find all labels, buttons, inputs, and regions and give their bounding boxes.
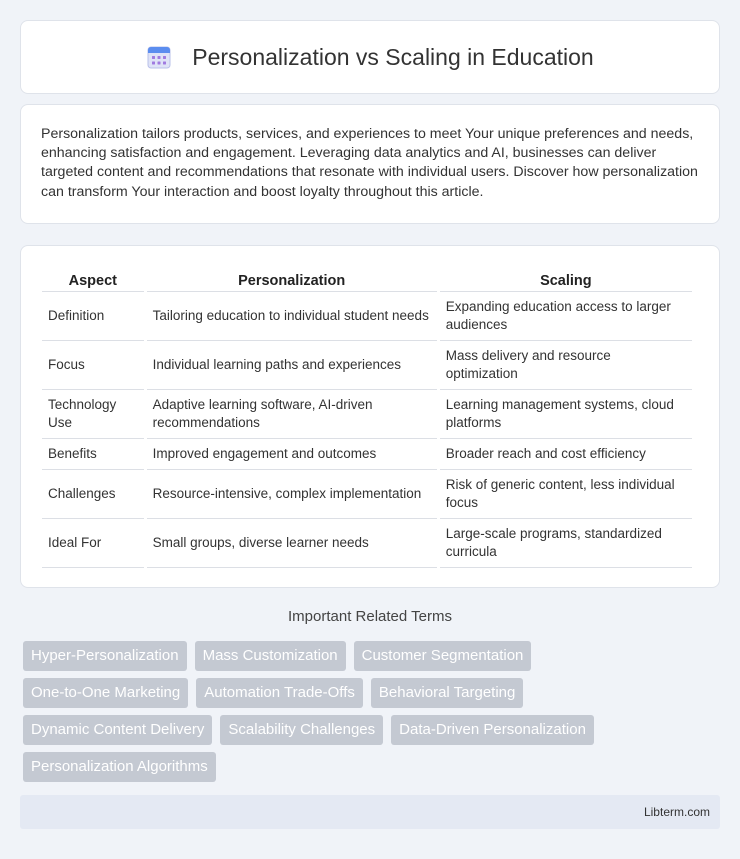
- table-cell: Risk of generic content, less individual focus: [440, 470, 692, 519]
- table-cell: Mass delivery and resource optimization: [440, 341, 692, 390]
- table-cell: Challenges: [42, 470, 144, 519]
- table-cell: Definition: [42, 292, 144, 341]
- footer: [20, 795, 720, 829]
- header-personalization: Personalization: [147, 266, 437, 292]
- table-cell: Improved engagement and outcomes: [147, 439, 437, 470]
- table-cell: Learning management systems, cloud platforms: [440, 390, 692, 439]
- table-row: [42, 470, 692, 519]
- tag-scalability-challenges[interactable]: Scalability Challenges: [220, 715, 383, 745]
- tag-row: [23, 752, 723, 782]
- footer-site-link[interactable]: Libterm.com: [643, 805, 710, 819]
- tag-personalization-algorithms[interactable]: Personalization Algorithms: [23, 752, 216, 782]
- table-cell: Ideal For: [42, 519, 144, 568]
- tag-row: [23, 715, 723, 745]
- table-row: [42, 292, 692, 341]
- table-cell: Small groups, diverse learner needs: [147, 519, 437, 568]
- table-row: [42, 519, 692, 568]
- page-title: Personalization vs Scaling in Education: [192, 43, 594, 70]
- tag-automation-trade-offs[interactable]: Automation Trade-Offs: [196, 678, 363, 708]
- table-cell: Technology Use: [42, 390, 144, 439]
- title-card: [20, 20, 720, 94]
- related-terms-title: Important Related Terms: [288, 608, 452, 625]
- table-row: [42, 439, 692, 470]
- tag-data-driven-personalization[interactable]: Data-Driven Personalization: [391, 715, 594, 745]
- table-cell: Focus: [42, 341, 144, 390]
- tag-mass-customization[interactable]: Mass Customization: [195, 641, 346, 671]
- header-scaling: Scaling: [440, 266, 692, 292]
- table-cell: Tailoring education to individual student needs: [147, 292, 437, 341]
- table-cell: Broader reach and cost efficiency: [440, 439, 692, 470]
- tag-behavioral-targeting[interactable]: Behavioral Targeting: [371, 678, 523, 708]
- intro-card: [20, 104, 720, 224]
- table-header-row: [42, 266, 692, 292]
- table-cell: Individual learning paths and experiences: [147, 341, 437, 390]
- tag-one-to-one-marketing[interactable]: One-to-One Marketing: [23, 678, 188, 708]
- table-cell: Benefits: [42, 439, 144, 470]
- table-cell: Large-scale programs, standardized curricula: [440, 519, 692, 568]
- tag-row: [23, 641, 723, 671]
- header-aspect: Aspect: [42, 266, 144, 292]
- table-cell: Adaptive learning software, AI-driven recommendations: [147, 390, 437, 439]
- tag-customer-segmentation[interactable]: Customer Segmentation: [354, 641, 532, 671]
- table-row: [42, 390, 692, 439]
- table-row: [42, 341, 692, 390]
- comparison-table: [39, 266, 695, 568]
- tag-hyper-personalization[interactable]: Hyper-Personalization: [23, 641, 187, 671]
- related-terms-list: [23, 641, 723, 789]
- table-cell: Expanding education access to larger audiences: [440, 292, 692, 341]
- intro-text: Personalization tailors products, services, and experiences to meet Your unique preferences and needs, enhancing satisfaction and engagement. Leveraging data analytics and AI, businesses can deliver targeted content and recommendations that resonate with individual users. Discover how personalization can transform Your interaction and boost loyalty throughout this article.: [41, 126, 698, 200]
- comparison-table-card: [20, 245, 720, 588]
- table-cell: Resource-intensive, complex implementation: [147, 470, 437, 519]
- calendar-icon: [146, 44, 172, 70]
- tag-dynamic-content-delivery[interactable]: Dynamic Content Delivery: [23, 715, 212, 745]
- tag-row: [23, 678, 723, 708]
